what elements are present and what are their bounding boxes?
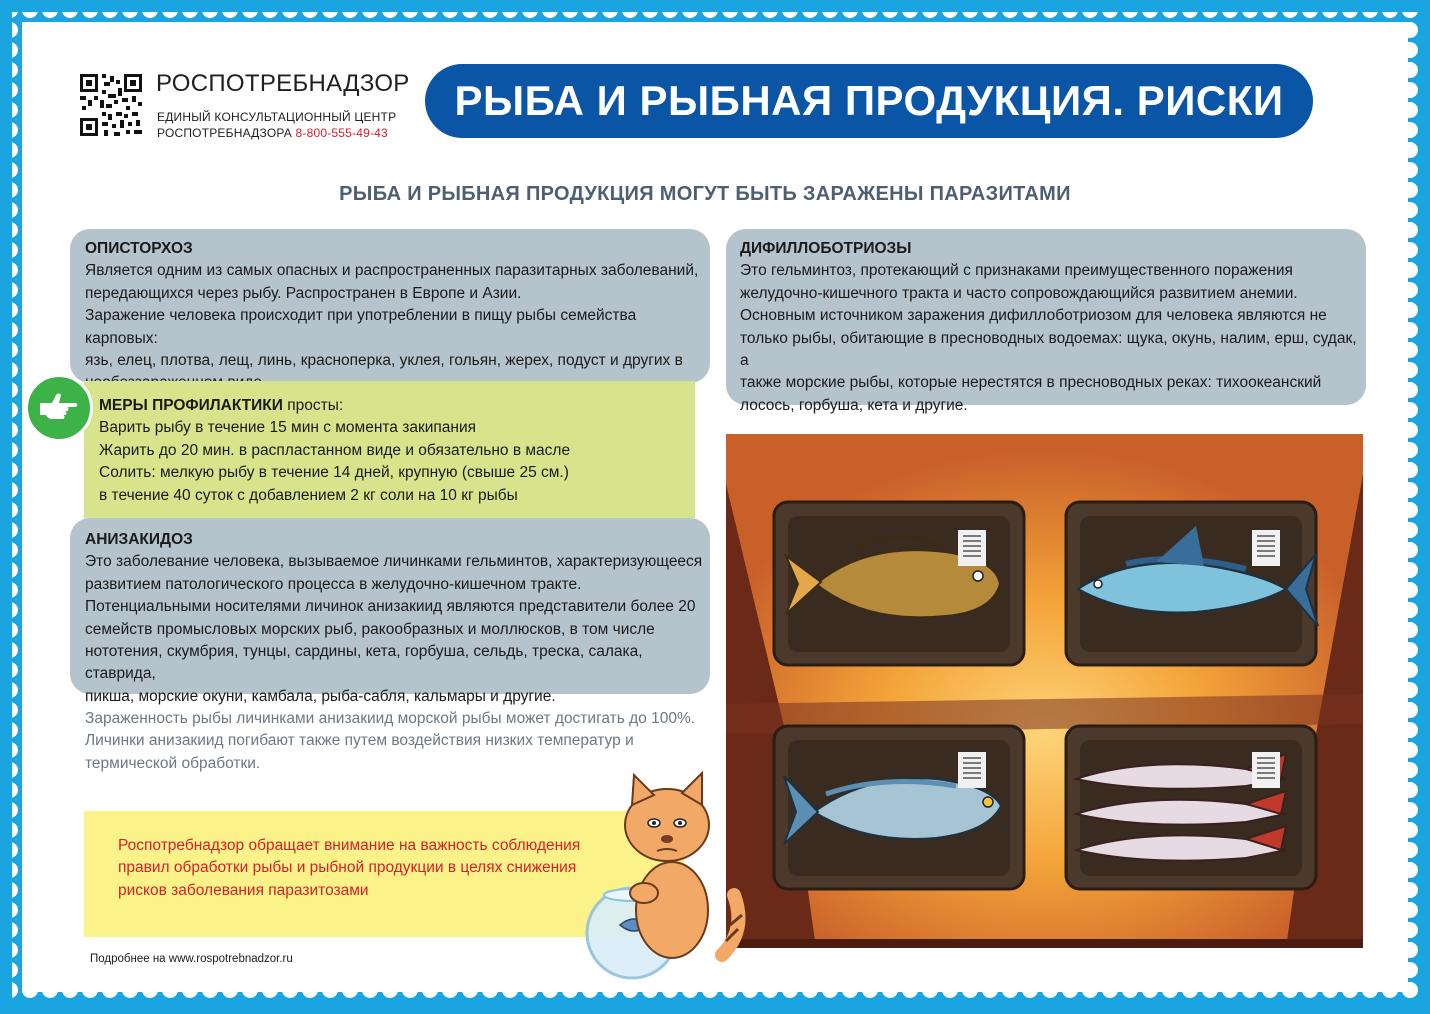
- fish-tray-2: [1066, 502, 1318, 665]
- prevention-heading: МЕРЫ ПРОФИЛАКТИКИ: [99, 397, 283, 414]
- prevention-text: [99, 395, 689, 507]
- prevention-line: Варить рыбу в течение 15 мин с момента закипания: [99, 419, 477, 437]
- cat-fishbowl-illustration: [572, 765, 762, 980]
- prevention-title: [99, 395, 689, 417]
- prevention-line: в течение 40 суток с добавлением 2 кг соли на 10 кг рыбы: [99, 486, 518, 504]
- opisthorchiasis-line: передающихся через рыбу. Распространен в Европе и Азии.: [85, 284, 522, 302]
- footer-website-link[interactable]: Подробнее на www.rospotrebnadzor.ru: [90, 953, 293, 965]
- fish-tray-1: [774, 502, 1024, 665]
- note-line: Личинки анизакиид погибают также путем воздействия низких температур и: [85, 732, 634, 750]
- page-title: РЫБА И РЫБНАЯ ПРОДУКЦИЯ. РИСКИ: [425, 64, 1313, 138]
- hotline-phone: 8-800-555-49-43: [295, 126, 388, 140]
- diphyllobothriasis-text: [740, 238, 1362, 417]
- anisakiasis-line: Это заболевание человека, вызываемое личинками гельминтов, характеризующееся: [85, 553, 703, 571]
- opisthorchiasis-line: язь, елец, плотва, лещ, линь, красноперка, уклея, гольян, жерех, подуст и других в: [85, 352, 683, 370]
- warning-line: Роспотребнадзор обращает внимание на важность соблюдения: [118, 837, 581, 854]
- opisthorchiasis-heading: ОПИСТОРХОЗ: [85, 240, 193, 257]
- center-line-1: ЕДИНЫЙ КОНСУЛЬТАЦИОННЫЙ ЦЕНТР: [157, 110, 397, 124]
- anisakiasis-line: семейств промысловых морских рыб, ракообразных и моллюсков, в том числе: [85, 620, 655, 638]
- diphyllobothriasis-line: Это гельминтоз, протекающий с признаками преимущественного поражения: [740, 262, 1293, 280]
- fish-tray-4: [1066, 726, 1316, 889]
- anisakiasis-line: нототения, скумбрия, тунцы, сардины, кета, горбуша, сельдь, треска, салака, ставрида,: [85, 643, 643, 683]
- warning-text: [118, 835, 588, 902]
- diphyllobothriasis-line: Основным источником заражения дифиллоботриозом для человека являются не: [740, 307, 1327, 325]
- anisakiasis-line: пикша, морские окуни, камбала, рыба-сабля, кальмары и другие.: [85, 687, 556, 705]
- brand-name: РОСПОТРЕБНАДЗОР: [156, 70, 410, 97]
- warning-line: правил обработки рыбы и рыбной продукции в целях снижения: [118, 859, 577, 877]
- diphyllobothriasis-line: лосось, горбуша, кета и другие.: [740, 396, 968, 414]
- diphyllobothriasis-line: желудочно-кишечного тракта и часто сопровождающийся развитием анемии.: [740, 284, 1298, 302]
- warning-line: рисков заболевания паразитозами: [118, 881, 369, 899]
- fish-trays-illustration: [726, 434, 1363, 948]
- consultation-center: [157, 109, 396, 141]
- prevention-line: Солить: мелкую рыбу в течение 14 дней, крупную (свыше 25 см.): [99, 464, 569, 482]
- opisthorchiasis-text: [85, 238, 710, 395]
- note-line: термической обработки.: [85, 754, 261, 772]
- pointing-hand-icon: [25, 374, 93, 442]
- diphyllobothriasis-line: только рыбы, обитающие в пресноводных водоемах: щука, окунь, налим, ерш, судак, а: [740, 329, 1357, 370]
- anisakiasis-heading: АНИЗАКИДОЗ: [85, 531, 193, 548]
- anisakiasis-line: Потенциальными носителями личинок анизакиид являются представители более 20: [85, 598, 696, 616]
- anisakiasis-text: [85, 529, 710, 708]
- section-subtitle: РЫБА И РЫБНАЯ ПРОДУКЦИЯ МОГУТ БЫТЬ ЗАРАЖЕНЫ ПАРАЗИТАМИ: [339, 183, 1071, 205]
- diphyllobothriasis-heading: ДИФИЛЛОБОТРИОЗЫ: [740, 240, 912, 257]
- note-line: Зараженность рыбы личинками анизакиид морской рыбы может достигать до 100%.: [85, 710, 696, 727]
- opisthorchiasis-line: Заражение человека происходит при употреблении в пищу рыбы семейства карповых:: [85, 307, 637, 347]
- anisakiasis-line: развитием патологического процесса в желудочно-кишечном тракте.: [85, 575, 582, 593]
- fish-tray-3: [774, 726, 1024, 889]
- prevention-line: Жарить до 20 мин. в распластанном виде и обязательно в масле: [99, 441, 571, 459]
- opisthorchiasis-line: Является одним из самых опасных и распространенных паразитарных заболеваний,: [85, 262, 699, 280]
- center-line-2: [157, 125, 396, 141]
- qr-code-icon: [78, 72, 144, 138]
- prevention-heading-suffix: просты:: [282, 397, 344, 414]
- diphyllobothriasis-line: также морские рыбы, которые нерестятся в пресноводных реках: тихоокеанский: [740, 374, 1322, 392]
- center-line-2-text: РОСПОТРЕБНАДЗОРА: [157, 126, 292, 140]
